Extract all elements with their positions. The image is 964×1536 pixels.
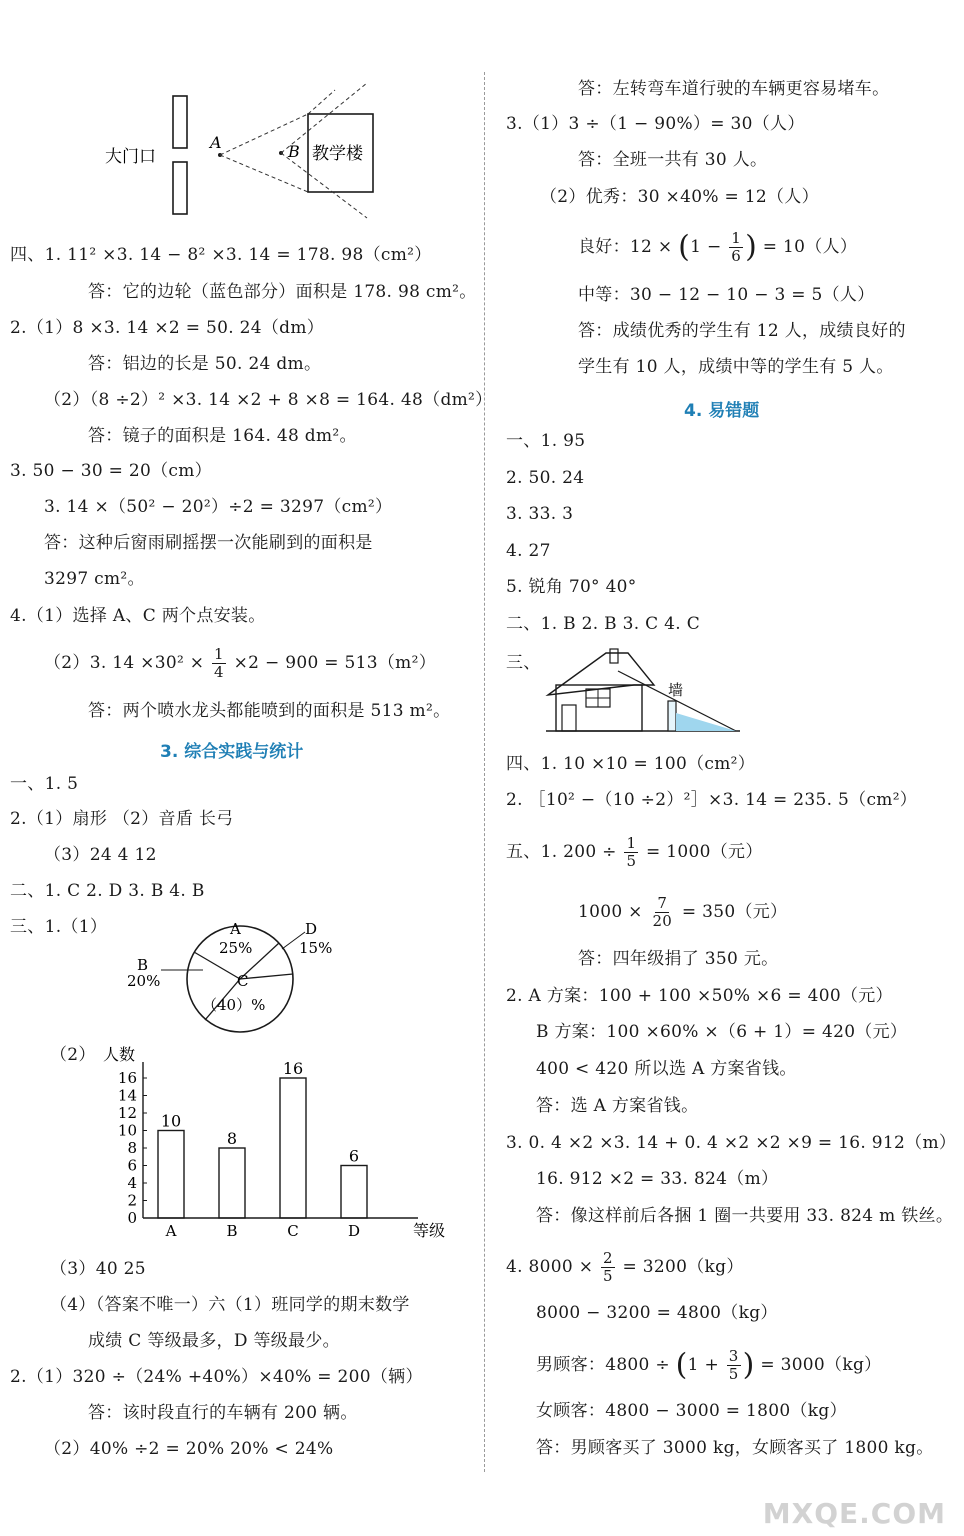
pie-pct-d: 15% [299,939,333,957]
house-shadow-figure [544,645,744,735]
e5-4-male: 男顾客：4800 ÷ (1 + $\frac{3}{5}$ ) = 3000（kg） [536,1347,882,1383]
y-tick-label: 10 [117,1121,137,1140]
male-pre: 男顾客：4800 ÷ [536,1355,670,1375]
e-three: 三、 [506,653,541,673]
y-axis-label: 人数 [103,1045,136,1064]
r3-1-answer: 答：全班一共有 30 人。 [578,150,768,170]
s4-4-1: 4.（1）选择 A、C 两个点安装。 [10,606,266,626]
y-tick-label: 16 [117,1069,137,1087]
e5-1b-post: = 350（元） [681,902,788,922]
s4-2-1-calc: 2.（1）8 ×3. 14 ×2 = 50. 24（dm） [10,318,325,338]
pie-pct-c: （40）% [202,996,266,1014]
y-tick-label: 12 [117,1104,137,1122]
gate-post-upper [173,96,187,148]
gate-post-lower [173,162,187,214]
e5-4-line2: 8000 − 3200 = 4800（kg） [536,1303,778,1323]
e5-3-line1: 3. 0. 4 ×2 ×3. 14 + 0. 4 ×2 ×2 ×9 = 16. 912（m） [506,1133,957,1153]
r-good-calc: 良好：12 × (1 − $\frac{1}{6}$ ) = 10（人） [578,229,858,265]
s4-4-2-answer: 答：两个喷水龙头都能喷到的面积是 513 m²。 [88,701,451,721]
r-answer2-line2: 学生有 10 人，成绩中等的学生有 5 人。 [578,357,894,377]
pie-label-b: B [137,956,149,974]
gate-diagram [95,78,425,223]
fraction: $\frac{1}{4}$ [214,645,224,681]
y-tick-label: 2 [127,1191,137,1210]
s4-2-1-answer: 答：铝边的长是 50. 24 dm。 [88,354,322,374]
y-tick-label: 8 [127,1139,137,1157]
s3-4-2-calc: （2）40% ÷2 = 20% 20% < 24% [44,1439,334,1459]
s3-3-4-line1: （4）（答案不唯一）六（1）班同学的期末数学 [50,1295,410,1315]
s4-4-2-calc [44,646,436,681]
s3-1-3: （3）24 4 12 [44,845,157,865]
e4: 4. 27 [506,541,551,561]
fraction: $\frac{3}{5}$ [728,1347,739,1383]
s4-1-calc: 四、1. 11² ×3. 14 − 8² ×3. 14 = 178. 98（cm²） [10,245,432,265]
gate-label: 大门口 [105,147,156,167]
good-pre: 良好：12 × [578,237,673,257]
r-answer2-line1: 答：成绩优秀的学生有 12 人，成绩良好的 [578,321,906,341]
e5-1b-pre: 1000 × [578,902,643,922]
fraction: $\frac{7}{20}$ [652,894,673,930]
r3-1-calc: 3.（1）3 ÷（1 − 90%）= 30（人） [506,114,805,134]
s3-3-3: （3）40 25 [50,1259,146,1279]
e5-1-pre: 五、1. 200 ÷ [506,842,617,862]
fraction: $\frac{2}{5}$ [602,1249,613,1285]
y-tick-label: 0 [127,1209,137,1227]
e5-3-answer: 答：像这样前后各捆 1 圈一共要用 33. 824 m 铁丝。 [536,1206,954,1226]
house-door [562,705,576,731]
s4-4-2-post: ×2 − 900 = 513（m²） [233,653,437,673]
s4-3-answer-line2: 3297 cm²。 [44,569,145,589]
s4-2-2-answer: 答：镜子的面积是 164. 48 dm²。 [88,426,357,446]
point-a-label: A [210,133,222,152]
pie-chart [115,912,345,1057]
e5-2-line3: 400 < 420 所以选 A 方案省钱。 [536,1059,797,1079]
s3-4-1-answer: 答：该时段直行的车辆有 200 辆。 [88,1403,358,1423]
x-tick-label: C [287,1222,299,1240]
section-4-title: 4. 易错题 [684,401,760,421]
e5-2-answer: 答：选 A 方案省钱。 [536,1096,699,1116]
bar-value-label: 8 [226,1129,238,1148]
pie-label-a: A [230,920,241,938]
s3-3-4-line2: 成绩 C 等级最多，D 等级最少。 [88,1331,340,1351]
e5-2-line1: 2. A 方案：100 + 100 ×50% ×6 = 400（元） [506,986,893,1006]
good-post: = 10（人） [762,237,858,257]
e5-1-post: = 1000（元） [646,842,763,862]
y-tick-label: 4 [127,1174,137,1192]
y-tick-label: 14 [117,1086,137,1105]
s4-1-answer: 答：它的边轮（蓝色部分）面积是 178. 98 cm²。 [88,282,477,302]
e2: 2. 50. 24 [506,468,585,488]
section-3-title: 3. 综合实践与统计 [160,742,304,762]
s4-4-2-pre: （2）3. 14 ×30² × [44,653,205,673]
fraction: $\frac{1}{6}$ [731,229,742,265]
e3: 3. 33. 3 [506,504,574,524]
e1: 一、1. 95 [506,431,586,451]
watermark: MXQE.COM [762,1497,946,1530]
e-two: 二、1. B 2. B 3. C 4. C [506,614,701,634]
s4-3-calc1: 3. 50 − 30 = 20（cm） [10,461,212,481]
x-tick-label: B [226,1222,238,1240]
s3-4-1-calc: 2.（1）320 ÷（24% +40%）×40% = 200（辆） [10,1367,423,1387]
good-inner: 1 − [690,237,722,257]
pie-label-c: C [237,972,249,990]
pie-pct-b: 20% [127,972,161,990]
s3-3-2: （2） [50,1045,96,1065]
e5-2-line2: B 方案：100 ×60% ×（6 + 1）= 420（元） [536,1022,908,1042]
e4-2: 2. ［10² −（10 ÷2）²］×3. 14 = 235. 5（cm²） [506,790,918,810]
r3-2-calc: （2）优秀：30 ×40% = 12（人） [540,187,819,207]
male-post: = 3000（kg） [760,1355,882,1375]
wall [668,701,676,731]
s4-3-calc2: 3. 14 ×（50² − 20²）÷2 = 3297（cm²） [44,497,393,517]
r-mid-calc: 中等：30 − 12 − 10 − 3 = 5（人） [578,285,875,305]
x-tick-label: D [347,1222,361,1240]
s3-3-1: 三、1.（1） [10,917,108,937]
wall-label: 墙 [668,681,684,699]
fraction: $\frac{1}{5}$ [626,834,637,870]
bar-value-label: 10 [160,1111,182,1131]
e5-4-answer: 答：男顾客买了 3000 kg，女顾客买了 1800 kg。 [536,1438,934,1458]
e5-4-calc [506,1250,744,1285]
s3-1-1: 一、1. 5 [10,774,79,794]
pie-pct-a: 25% [219,939,253,957]
e5-4-pre: 4. 8000 × [506,1257,594,1277]
building-label: 教学楼 [312,144,363,164]
s4-3-answer-line1: 答：这种后窗雨刷摇摆一次能刷到的面积是 [44,533,373,553]
column-divider [484,72,485,1472]
r-answer-top: 答：左转弯车道行驶的车辆更容易堵车。 [578,79,890,99]
bar-A [158,1131,184,1219]
male-inner: 1 + [687,1355,720,1375]
x-tick-label: A [165,1222,177,1240]
x-axis-label: 等级 [413,1221,446,1240]
bar-value-label: 6 [348,1146,360,1166]
bar-value-label: 16 [282,1059,304,1078]
house-chimney [610,649,618,663]
e5-1b-calc [578,895,787,930]
s3-1-2: 2.（1）扇形 （2）音盾 长弓 [10,809,234,829]
s4-2-2-calc: （2）（8 ÷2）² ×3. 14 ×2 + 8 ×8 = 164. 48（dm²） [44,390,493,410]
y-tick-label: 6 [127,1156,137,1175]
bar-C [280,1078,306,1218]
e5: 5. 锐角 70° 40° [506,577,637,597]
e4-1: 四、1. 10 ×10 = 100（cm²） [506,754,756,774]
e5-4-female: 女顾客：4800 − 3000 = 1800（kg） [536,1401,847,1421]
s3-2: 二、1. C 2. D 3. B 4. B [10,881,205,901]
bar-D [341,1166,367,1219]
e5-4-post: = 3200（kg） [622,1257,744,1277]
e5-1-calc [506,835,763,870]
bar-B [219,1148,245,1218]
e5-1-answer: 答：四年级捐了 350 元。 [578,949,779,969]
bar-chart [88,1040,448,1248]
point-b-label: B [288,142,300,161]
e5-3-line2: 16. 912 ×2 = 33. 824（m） [536,1169,779,1189]
pie-label-d: D [305,920,318,938]
